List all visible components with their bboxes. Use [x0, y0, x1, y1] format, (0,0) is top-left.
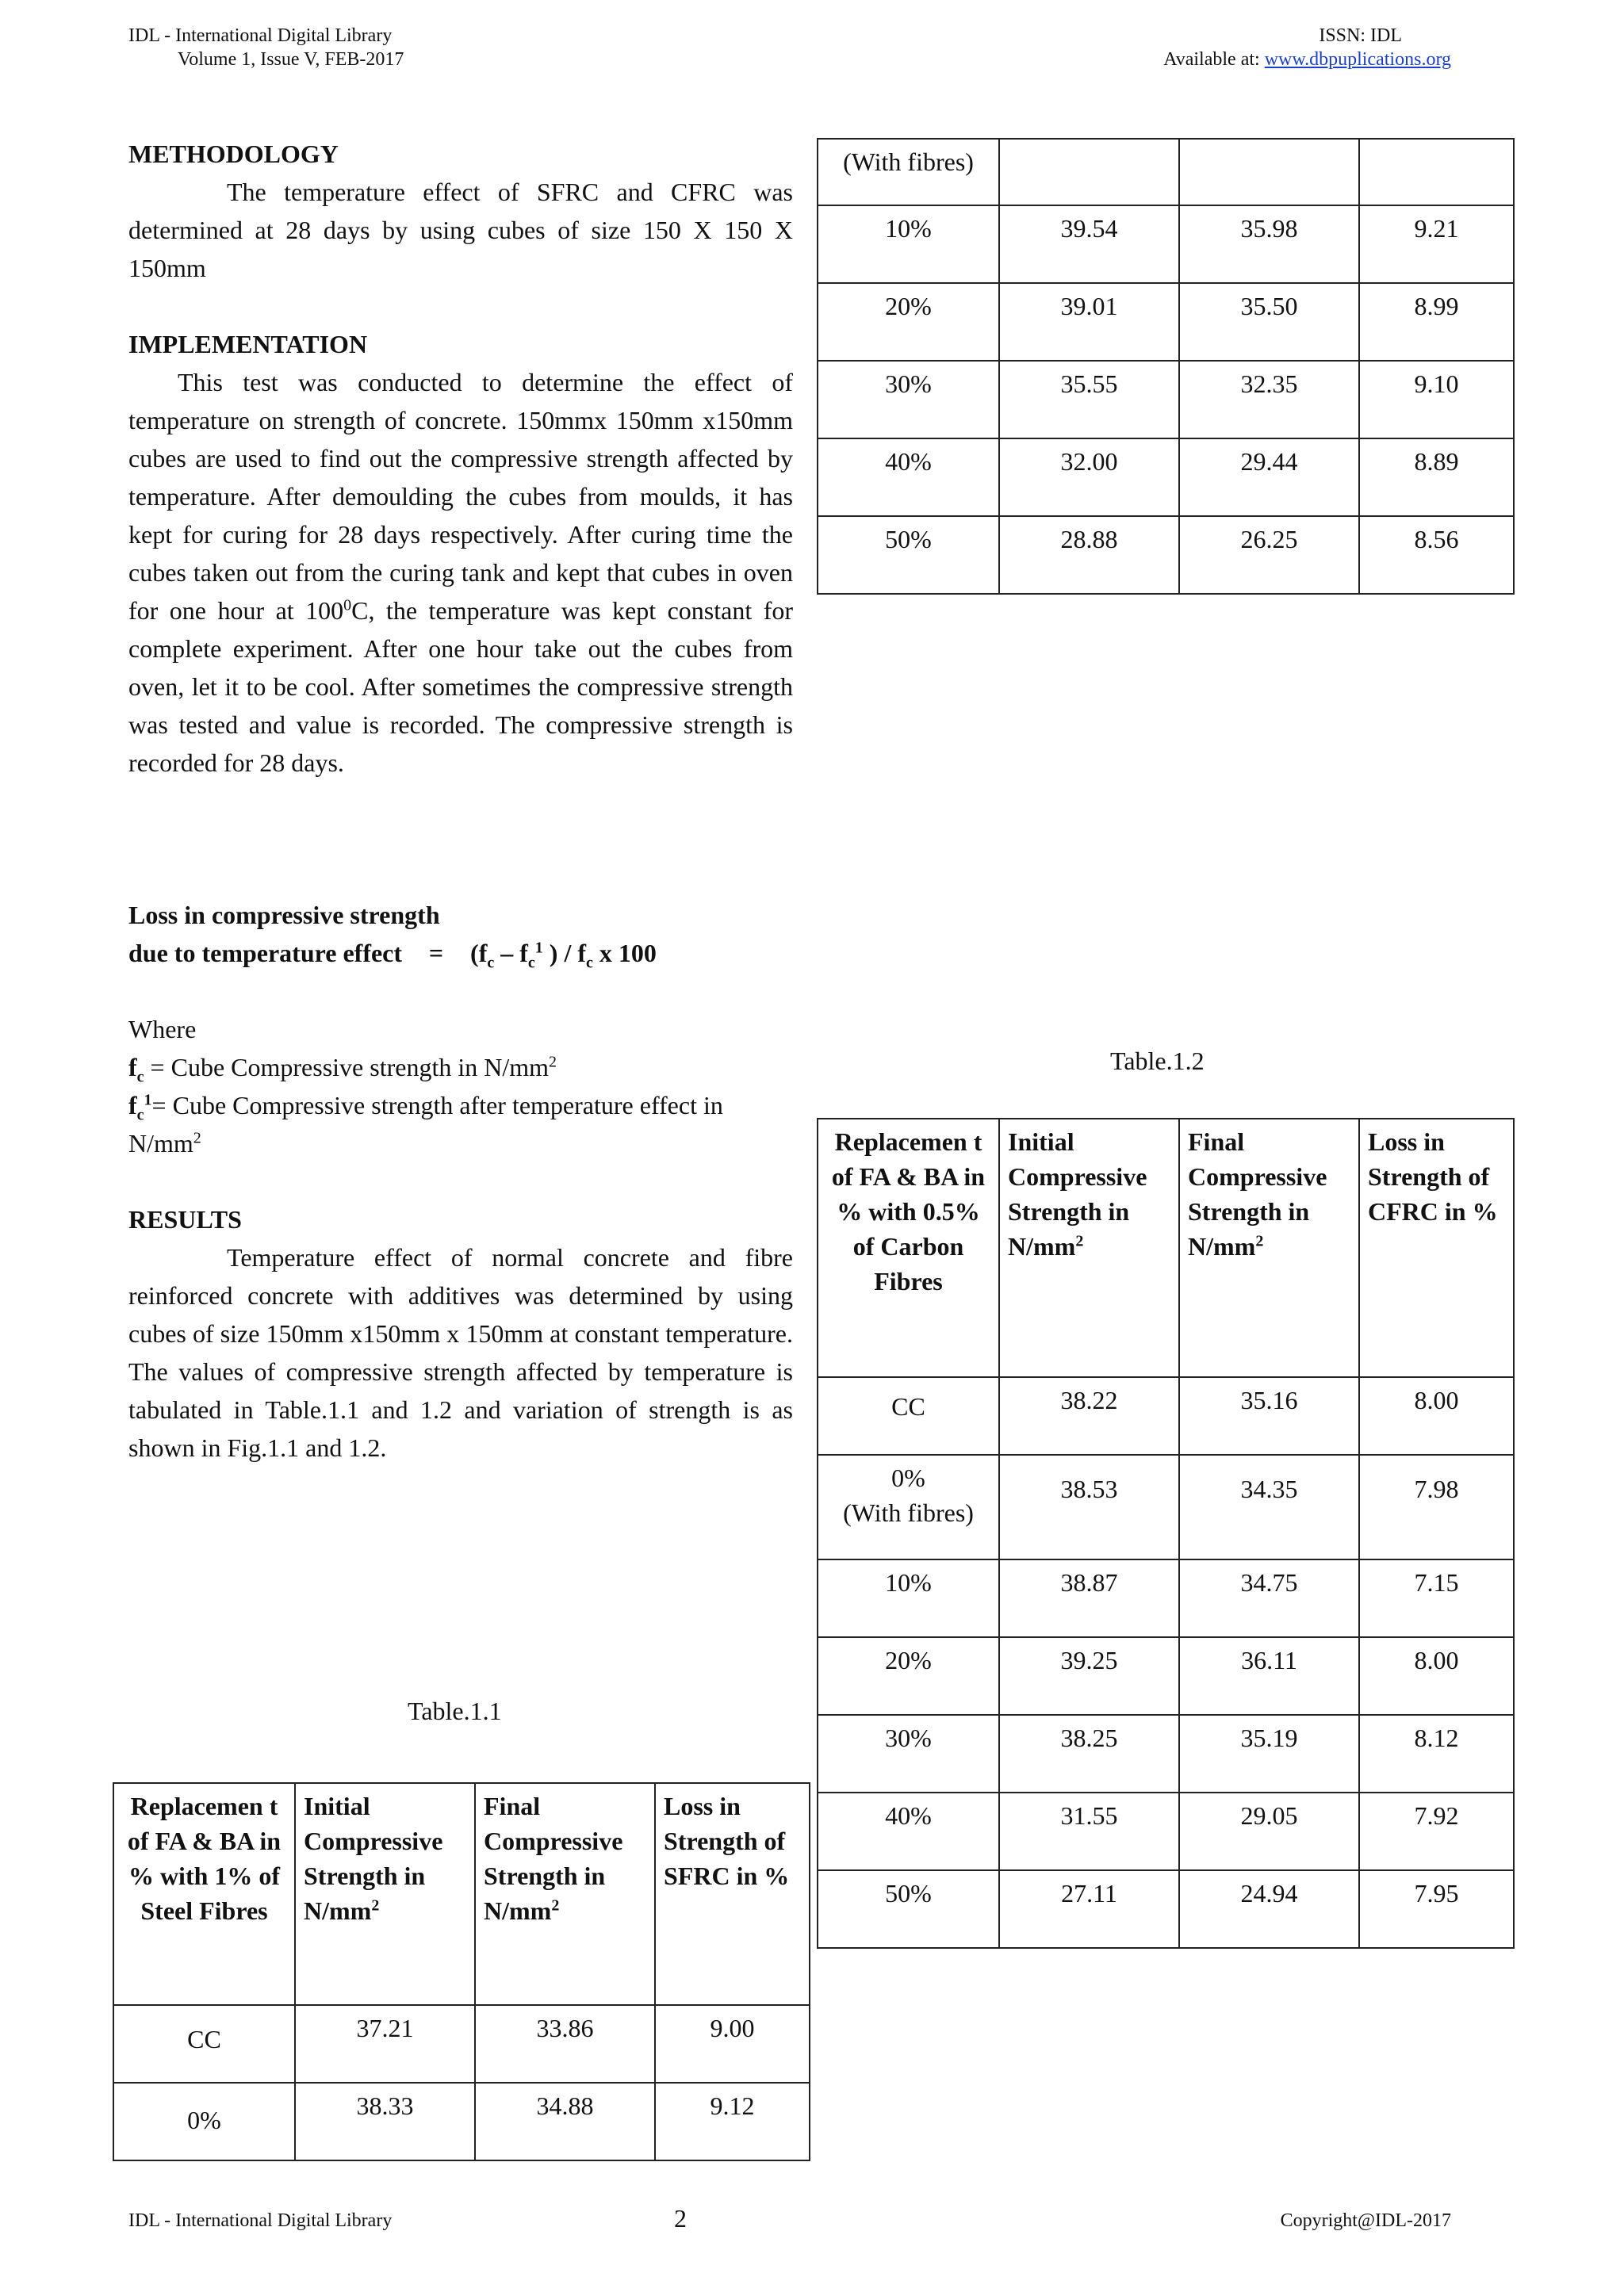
loss-line2: due to temperature effect = ($f_c - f_c^1$ ) / $f_c$ x 100 — [128, 939, 657, 972]
implementation-heading: IMPLEMENTATION — [128, 330, 368, 358]
footer-left: IDL - International Digital Library — [128, 2210, 393, 2231]
results-text: Temperature effect of normal concrete and fibre reinforced concrete with additives was determined by using cubes of size 150mm x150mm x 150mm at constant temperature. The values of compressive strength affected by temperature is tabulated in Table.1.1 and 1.2 and variation of strength is as shown in Fig.1.1 and 1.2. — [128, 1243, 793, 1462]
issn: ISSN: IDL — [1319, 25, 1402, 46]
table2-header-initial: Initial Compressive Strength in $N/mm^2$ — [999, 1119, 1179, 1377]
table-row: 50% 28.88 26.25 8.56 — [818, 516, 1514, 594]
availability: Available at: www.dbpuplications.org — [1163, 49, 1451, 70]
journal-volume: Volume 1, Issue V, FEB-2017 — [178, 49, 404, 70]
methodology-heading: METHODOLOGY — [128, 140, 339, 168]
definition-fc1: $f_c^1=$ Cube Compressive strength after temperature effect in $N/mm^2$ — [128, 1091, 723, 1158]
table-row: 0% 38.33 34.88 9.12 — [113, 2083, 810, 2160]
table-row: 40% 31.55 29.05 7.92 — [818, 1793, 1514, 1870]
table1-header-replacement: Replacemen t of FA & BA in % with 1% of Steel Fibres — [113, 1783, 295, 2005]
website-link[interactable]: www.dbpuplications.org — [1264, 49, 1451, 70]
table2 — [817, 1118, 1515, 1949]
table-row: CC 38.22 35.16 8.00 — [818, 1377, 1514, 1455]
table-row: 20% 39.01 35.50 8.99 — [818, 283, 1514, 361]
footer-right: Copyright@IDL-2017 — [1280, 2210, 1451, 2231]
table2-header-loss: Loss in Strength of CFRC in % — [1359, 1119, 1514, 1377]
table-row: (With fibres) — [818, 139, 1514, 205]
table-row: 10% 39.54 35.98 9.21 — [818, 205, 1514, 283]
results-section — [128, 1200, 793, 1467]
header-right — [1163, 24, 1451, 71]
table1-caption: Table.1.1 — [408, 1697, 502, 1725]
table2-header-replacement: Replacemen t of FA & BA in % with 0.5% of Carbon Fibres — [818, 1119, 999, 1377]
table1-header-final: Final Compressive Strength in $N/mm^2$ — [475, 1783, 655, 2005]
definition-fc: $f_c$ = Cube Compressive strength in $N/mm^2$ — [128, 1053, 557, 1086]
table1-header-loss: Loss in Strength of SFRC in % — [655, 1783, 810, 2005]
table2-header-row — [818, 1119, 1514, 1377]
implementation-text: This test was conducted to determine the effect of temperature on strength of concrete. 150mmx 150mm x150mm cubes are used to find out the compressive strength affected by temperature. After demoulding the cubes from moulds, it has kept for curing for 28 days respectively. After curing time the cubes taken out from the curing tank and kept that cubes in oven for one hour at $100^0C$, the temperature was kept constant for complete experiment. After one hour take out the cubes from oven, let it to be cool. After sometimes the compressive strength was tested and value is recorded. The compressive strength is recorded for 28 days. — [128, 368, 793, 777]
methodology-text: The temperature effect of SFRC and CFRC was determined at 28 days by using cubes of size 150 X 150 X 150mm — [128, 178, 793, 282]
table-row: 30% 35.55 32.35 9.10 — [818, 361, 1514, 438]
where-section — [128, 1010, 793, 1162]
where-label: Where — [128, 1015, 197, 1043]
table-row: CC 37.21 33.86 9.00 — [113, 2005, 810, 2083]
results-heading: RESULTS — [128, 1205, 242, 1234]
table2-caption: Table.1.2 — [1110, 1047, 1205, 1075]
formula: ($f_c - f_c^1$ ) / $f_c$ x 100 — [470, 939, 657, 972]
table-row: 30% 38.25 35.19 8.12 — [818, 1715, 1514, 1793]
methodology-section — [128, 135, 793, 287]
header-left — [128, 24, 404, 71]
journal-name: IDL - International Digital Library — [128, 25, 393, 46]
table-row: 40% 32.00 29.44 8.89 — [818, 438, 1514, 516]
table-row: 50% 27.11 24.94 7.95 — [818, 1870, 1514, 1948]
table1-part1 — [113, 1782, 810, 2161]
table1-part2 — [817, 138, 1515, 595]
table-row: 10% 38.87 34.75 7.15 — [818, 1559, 1514, 1637]
table1-header-row — [113, 1783, 810, 2005]
table-row: 0% (With fibres) 38.53 34.35 7.98 — [818, 1455, 1514, 1559]
loss-formula — [128, 896, 793, 972]
table-row: 20% 39.25 36.11 8.00 — [818, 1637, 1514, 1715]
loss-line1: Loss in compressive strength — [128, 901, 440, 929]
page-number: 2 — [674, 2204, 687, 2233]
table2-header-final: Final Compressive Strength in $N/mm^2$ — [1179, 1119, 1359, 1377]
implementation-section — [128, 325, 793, 782]
table1-header-initial: Initial Compressive Strength in $N/mm^2$ — [295, 1783, 475, 2005]
